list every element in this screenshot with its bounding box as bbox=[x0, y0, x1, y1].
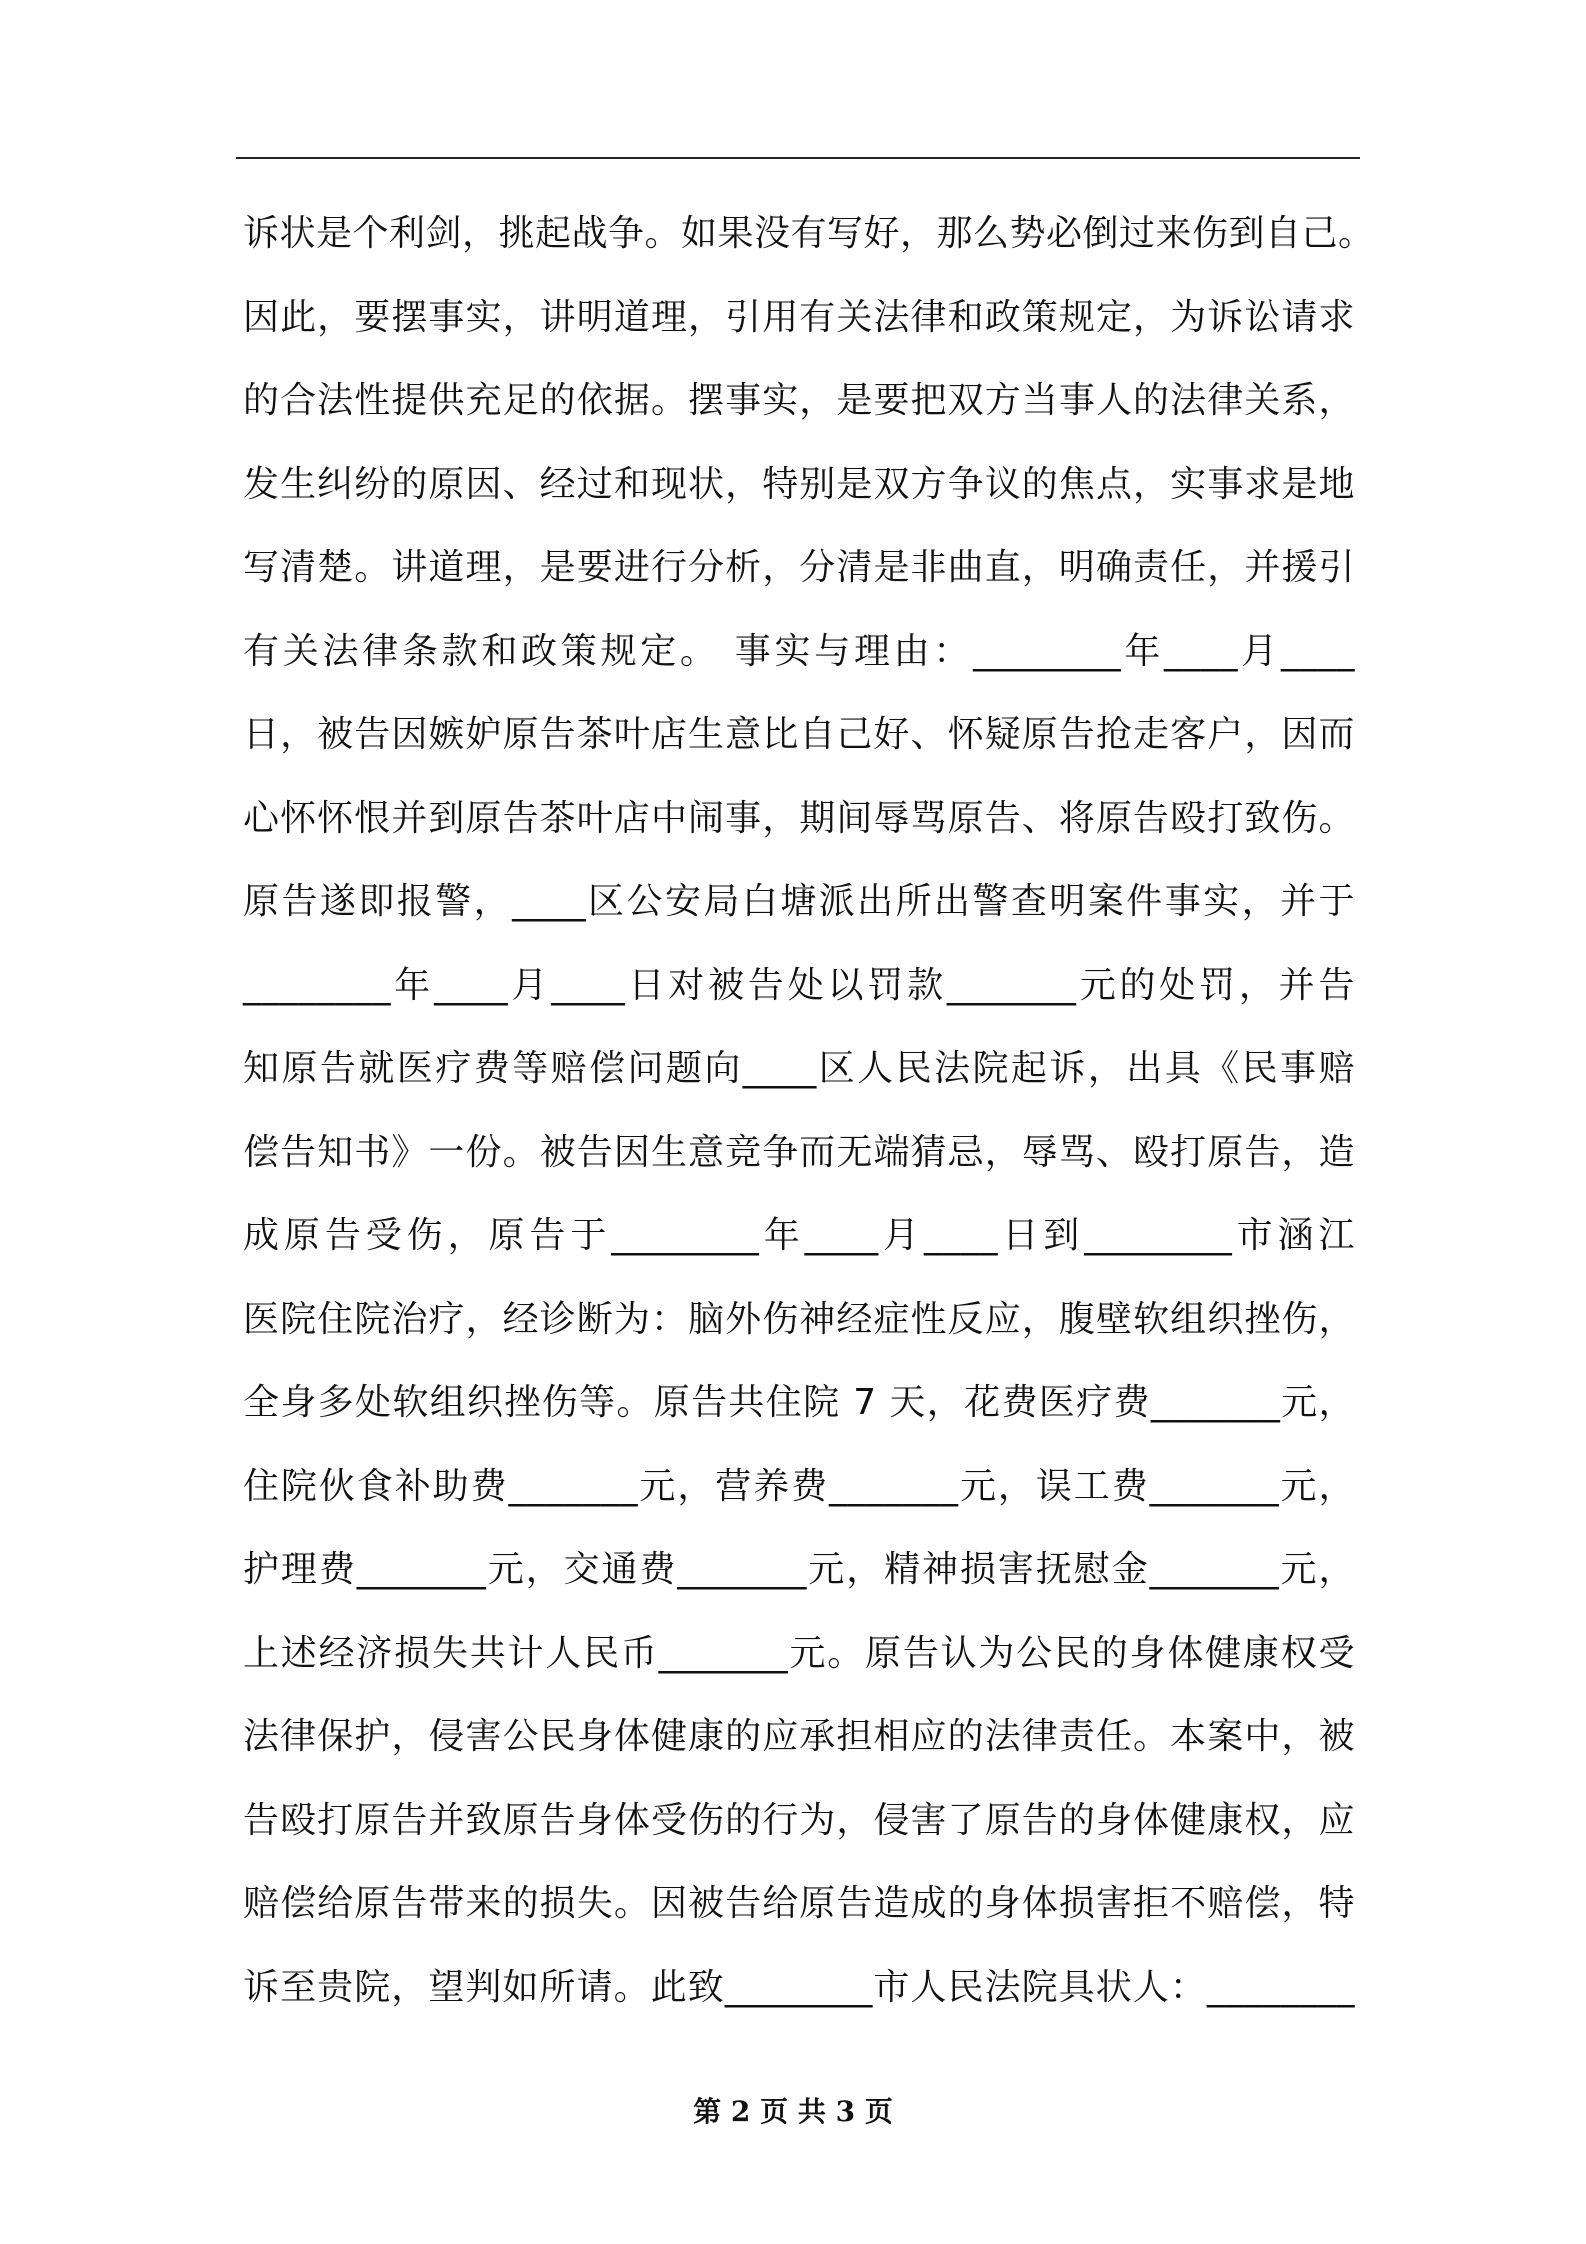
text-line: 心怀怀恨并到原告茶叶店中闹事，期间辱骂原告、将原告殴打致伤。 bbox=[243, 797, 1355, 839]
text-line: 知原告就医疗费等赔偿问题向____区人民法院起诉，出具《民事赔 bbox=[243, 1048, 1355, 1089]
text-line: 有关法律条款和政策规定。 事实与理由：________年____月____ bbox=[243, 630, 1355, 672]
document-body bbox=[243, 192, 1375, 2029]
text-line: 诉状是个利剑，挑起战争。如果没有写好，那么势必倒过来伤到自己。 bbox=[243, 213, 1375, 254]
text-line: 因此，要摆事实，讲明道理，引用有关法律和政策规定，为诉讼请求 bbox=[243, 296, 1355, 338]
text-line: 告殴打原告并致原告身体受伤的行为，侵害了原告的身体健康权，应 bbox=[243, 1799, 1355, 1841]
text-line: 发生纠纷的原因、经过和现状，特别是双方争议的焦点，实事求是地 bbox=[243, 463, 1355, 505]
page-number: 第 2 页 共 3 页 bbox=[693, 2095, 893, 2128]
text-line: 诉至贵院，望判如所请。此致________市人民法院具状人：________ bbox=[243, 1966, 1355, 2008]
header-rule bbox=[236, 157, 1360, 159]
text-line: 住院伙食补助费_______元，营养费_______元，误工费_______元， bbox=[243, 1465, 1355, 1507]
text-line: ________年____月____日对被告处以罚款_______元的处罚，并告 bbox=[243, 964, 1355, 1006]
text-line: 成原告受伤，原告于________年____月____日到________市涵江 bbox=[243, 1215, 1355, 1256]
text-line: 日，被告因嫉妒原告茶叶店生意比自己好、怀疑原告抢走客户，因而 bbox=[243, 714, 1355, 755]
text-line: 法律保护，侵害公民身体健康的应承担相应的法律责任。本案中，被 bbox=[243, 1716, 1355, 1757]
text-line: 写清楚。讲道理，是要进行分析，分清是非曲直，明确责任，并援引 bbox=[243, 547, 1355, 588]
text-line: 上述经济损失共计人民币_______元。原告认为公民的身体健康权受 bbox=[243, 1632, 1355, 1674]
text-line: 的合法性提供充足的依据。摆事实，是要把双方当事人的法律关系， bbox=[243, 380, 1355, 421]
text-line: 偿告知书》一份。被告因生意竞争而无端猜忌，辱骂、殴打原告，造 bbox=[243, 1131, 1355, 1173]
text-line: 全身多处软组织挫伤等。原告共住院 7 天，花费医疗费_______元， bbox=[243, 1382, 1355, 1423]
text-line: 原告遂即报警，____区公安局白塘派出所出警查明案件事实，并于 bbox=[243, 881, 1355, 922]
text-line: 护理费_______元，交通费_______元，精神损害抚慰金_______元， bbox=[243, 1549, 1355, 1590]
text-line: 赔偿给原告带来的损失。因被告给原告造成的身体损害拒不赔偿，特 bbox=[243, 1883, 1355, 1924]
text-line: 医院住院治疗，经诊断为：脑外伤神经症性反应，腹壁软组织挫伤， bbox=[243, 1298, 1355, 1340]
